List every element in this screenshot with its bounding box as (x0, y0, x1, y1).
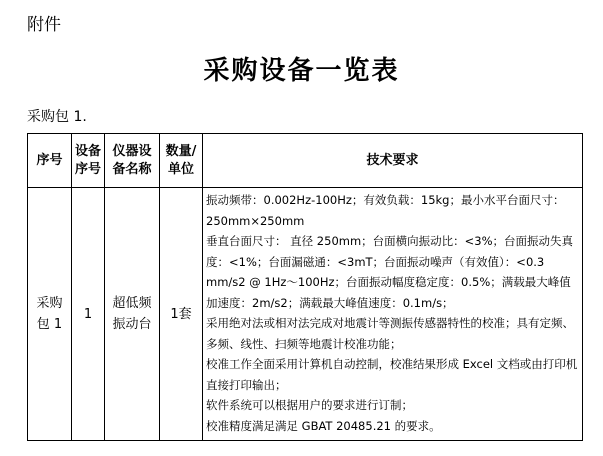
col-header-seq: 序号 (28, 134, 72, 188)
requirement-line-2: 垂直台面尺寸： 直径 250mm；台面横向振动比：<3%；台面振动失真度：<1%；台面漏磁通：<3mT；台面振动噪声（有效值）：<0.3 mm/s2 @ 1Hz～100Hz；台面振动幅度稳定度：0.5%；满载最大峰值加速度：2m/s2；满载最大峰值速度：0.1m/s； (206, 234, 574, 310)
cell-quantity: 1套 (160, 188, 203, 441)
cell-name-text: 超低频振动台 (112, 296, 152, 332)
cell-device-seq: 1 (72, 188, 105, 441)
equipment-table (27, 133, 583, 441)
page-title: 采购设备一览表 (203, 56, 400, 86)
cell-name (105, 188, 160, 441)
package-label: 采购包 1. (27, 109, 87, 125)
requirement-line-1: 振动频带：0.002Hz-100Hz；有效负载：15kg；最小水平台面尺寸：250mm×250mm (206, 193, 565, 228)
col-header-requirements: 技术要求 (203, 134, 583, 188)
table-header-row (28, 134, 583, 188)
table-row (28, 188, 583, 441)
col-header-device-seq (72, 134, 105, 188)
cell-requirements (203, 188, 583, 441)
col-header-quantity-text: 数量/单位 (165, 143, 197, 177)
col-header-name-text: 仪器设备名称 (112, 143, 152, 177)
col-header-device-seq-text: 设备序号 (74, 143, 101, 177)
requirement-line-6: 校准精度满足满足 GBAT 20485.21 的要求。 (206, 418, 441, 433)
cell-seq-text: 采购包 1 (36, 296, 63, 332)
col-header-quantity (160, 134, 203, 188)
attachment-label: 附件 (27, 15, 61, 35)
requirement-line-4: 校准工作全面采用计算机自动控制，校准结果形成 Excel 文档或由打印机直接打印输出； (206, 357, 578, 392)
cell-seq (28, 188, 72, 441)
col-header-name (105, 134, 160, 188)
requirement-line-3: 采用绝对法或相对法完成对地震计等测振传感器特性的校准；具有定频、多频、线性、扫频等地震计校准功能； (206, 316, 574, 351)
requirement-line-5: 软件系统可以根据用户的要求进行订制； (206, 398, 413, 412)
